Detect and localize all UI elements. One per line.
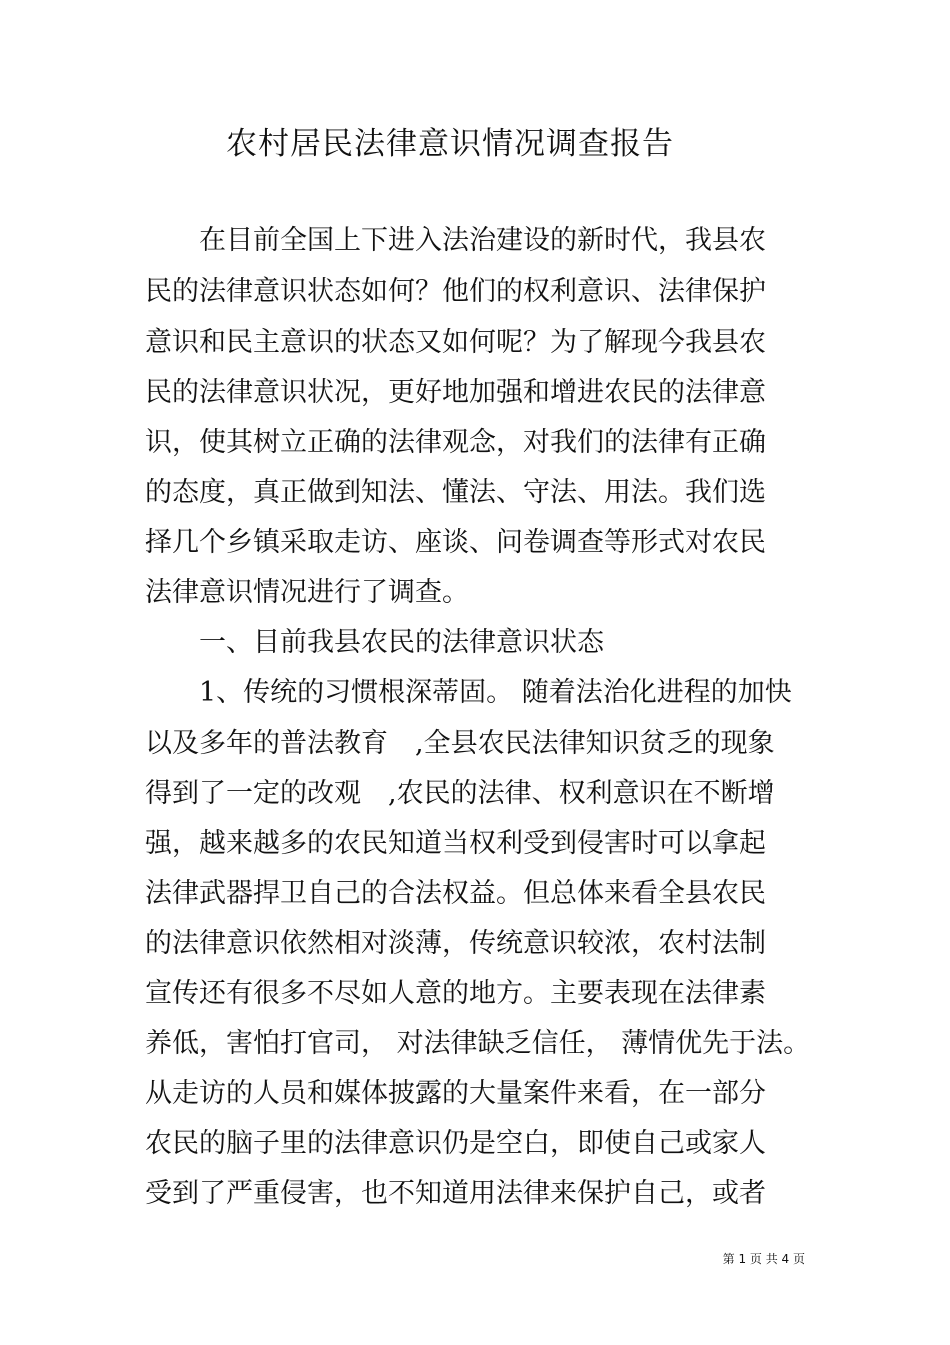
- body-line: 强，越来越多的农民知道当权利受到侵害时可以拿起: [145, 828, 766, 859]
- body-line: 在目前全国上下进入法治建设的新时代，我县农: [145, 225, 766, 256]
- body-line: 择几个乡镇采取走访、座谈、问卷调查等形式对农民: [145, 527, 766, 558]
- body-line: 农民的脑子里的法律意识仍是空白，即使自己或家人: [145, 1128, 766, 1159]
- body-line: 法律意识情况进行了调查。: [145, 577, 469, 608]
- body-line: 的态度，真正做到知法、懂法、守法、用法。我们选: [145, 477, 766, 508]
- section-heading: 一、目前我县农民的法律意识状态: [145, 627, 604, 658]
- body-line: 意识和民主意识的状态又如何呢？为了解现今我县农: [145, 327, 766, 358]
- body-line: 的法律意识依然相对淡薄，传统意识较浓，农村法制: [145, 928, 766, 959]
- body-line: 1、传统的习惯根深蒂固。 随着法治化进程的加快: [145, 677, 792, 708]
- body-line: 民的法律意识状况，更好地加强和增进农民的法律意: [145, 377, 766, 408]
- page-number-footer: 第 1 页 共 4 页: [722, 1252, 805, 1266]
- body-line: 民的法律意识状态如何？他们的权利意识、法律保护: [145, 276, 766, 307]
- body-line: 受到了严重侵害，也不知道用法律来保护自己，或者: [145, 1178, 766, 1209]
- body-line: 得到了一定的改观 ,农民的法律、权利意识在不断增: [145, 778, 775, 809]
- body-line: 宣传还有很多不尽如人意的地方。主要表现在法律素: [145, 978, 766, 1009]
- body-line: 以及多年的普法教育 ,全县农民法律知识贫乏的现象: [145, 728, 775, 759]
- body-line: 识，使其树立正确的法律观念，对我们的法律有正确: [145, 427, 766, 458]
- body-line: 从走访的人员和媒体披露的大量案件来看，在一部分: [145, 1078, 766, 1109]
- body-line: 法律武器捍卫自己的合法权益。但总体来看全县农民: [145, 878, 766, 909]
- document-title: 农村居民法律意识情况调查报告: [226, 126, 674, 162]
- body-line: 养低，害怕打官司， 对法律缺乏信任， 薄情优先于法。: [145, 1028, 811, 1059]
